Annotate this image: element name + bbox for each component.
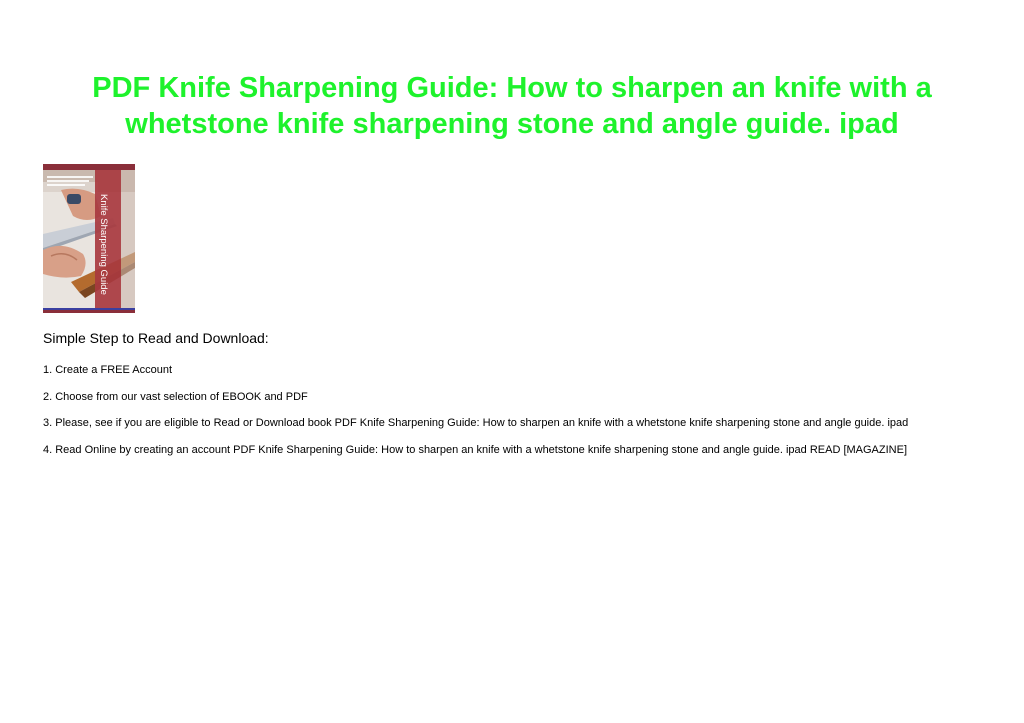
cover-title-text: Knife Sharpening Guide	[98, 194, 109, 295]
page-title: PDF Knife Sharpening Guide: How to sharpen an knife with a whetstone knife sharpening stone and angle guide. ipad	[92, 72, 932, 140]
step-item: 3. Please, see if you are eligible to Read or Download book PDF Knife Sharpening Guide: How to sharpen an knife with a whetstone knife sharpening stone and angle guide. ipad	[43, 417, 909, 429]
step-item: 2. Choose from our vast selection of EBOOK and PDF	[43, 390, 308, 403]
steps-list	[43, 363, 1013, 469]
step-item: 1. Create a FREE Account	[43, 364, 173, 376]
step-item: 4. Read Online by creating an account PDF Knife Sharpening Guide: How to sharpen an knife with a whetstone knife sharpening stone and angle guide. ipad READ [MAGAZINE]	[43, 443, 908, 456]
instructions-heading: Simple Step to Read and Download:	[43, 330, 269, 346]
book-cover-image	[43, 164, 135, 313]
